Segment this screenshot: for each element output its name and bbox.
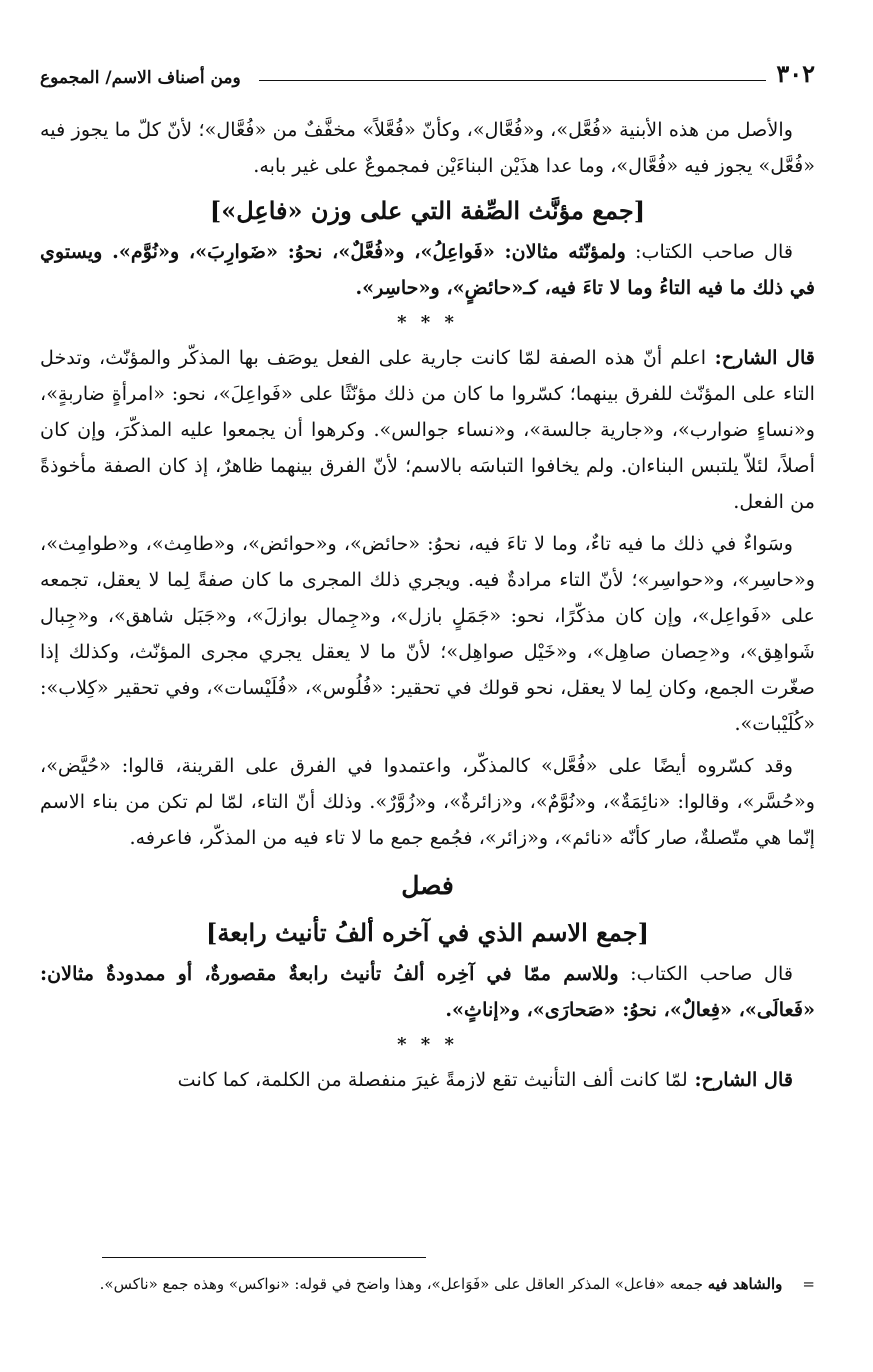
footnote-rule xyxy=(102,1257,426,1258)
paragraph-7-lead: قال الشارح: xyxy=(687,1068,793,1091)
section-heading-2: [جمع الاسم الذي في آخره ألفُ تأنيث رابعة] xyxy=(206,918,649,947)
paragraph-2-body: ولمؤنّثه مثالان: «فَواعِلُ»، و«فُعَّلٌ»، نحوُ: «ضَوارِبَ»، و«نُوَّم». ويستوي في ذلك ما فيه التاءُ وما لا تاءَ فيه، كـ«حائضٍ»، و«حاسِر». xyxy=(40,240,815,299)
footnote-text: جمعه «فاعل» المذكر العاقل على «فَوَاعل»، وهذا واضح في قوله: «نواكس» وهذه جمع «ناكس». xyxy=(99,1275,708,1293)
paragraph-6 xyxy=(40,956,815,1028)
book-page xyxy=(40,0,815,1372)
paragraph-1: والأصل من هذه الأبنية «فُعَّل»، و«فُعَّال»، وكأنّ «فُعَّلاً» مخفَّفٌ من «فُعَّال»؛ لأنّ كلّ ما يجوز فيه «فُعَّل» يجوز فيه «فُعَّال»، وما عدا هذَيْن البناءَيْن فمجموعٌ على غير بابه. xyxy=(40,118,815,177)
section-heading-1: [جمع مؤنَّث الصِّفة التي على وزن «فاعِل»] xyxy=(209,196,646,225)
section-stars-2: * * * xyxy=(397,1034,458,1055)
section-title-fasl: فصل xyxy=(401,871,454,900)
header-rule xyxy=(259,80,767,81)
paragraph-6-body: وللاسم ممّا في آخِره ألفُ تأنيث رابعةٌ مقصورةٌ، أو ممدودةٌ مثالان: «فَعالَى»، «فِعالٌ»، نحوُ: «صَحارَى»، و«إناثٍ». xyxy=(40,962,815,1021)
section-stars-1: * * * xyxy=(397,312,458,333)
footnote-lead: والشاهد فيه xyxy=(707,1275,783,1293)
page-number: ٣٠٢ xyxy=(776,59,815,88)
paragraph-3-body: اعلم أنّ هذه الصفة لمّا كانت جارية على الفعل يوصَف بها المذكّر والمؤنّث، وتدخل التاء على المؤنّث للفرق بينهما؛ كسّروا ما كان من ذلك مؤنّثًا على «فَواعِلَ»، نحو: «امرأةٍ ضاربةٍ»، و«نساءٍ ضوارب»، و«جارية جالسة»، و«نساء جوالس». وكرهوا أن يجمعوا عليه المذكّرَ، وإن كان أصلاً، لئلاّ يلتبس البناءان. ولم يخافوا التباسَه بالاسم؛ لأنّ الفرق بينهما ظاهرٌ، إذ كان الصفة مأخوذةً من الفعل. xyxy=(40,346,815,513)
paragraph-3 xyxy=(40,340,815,520)
footnote xyxy=(40,1268,815,1300)
page-header xyxy=(40,58,815,88)
paragraph-5: وقد كسّروه أيضًا على «فُعَّل» كالمذكّر، واعتمدوا في الفرق على القرينة، قالوا: «حُيَّض»، و«حُسَّر»، وقالوا: «نائِمَةٌ»، و«نُوَّمٌ»، و«زائرةٌ»، و«زُوَّرٌ». وذلك أنّ التاء، لمّا لم تكن من بناء الاسم إنّما هي متّصلةٌ، صار كأنّه «نائم»، و«زائر»، فجُمع جمع ما لا تاء فيه من المذكّر، فاعرفه. xyxy=(40,754,815,849)
paragraph-7-body: لمّا كانت ألف التأنيث تقع لازمةً غيرَ منفصلة من الكلمة، كما كانت xyxy=(177,1068,688,1091)
paragraph-7 xyxy=(40,1062,815,1098)
running-title: ومن أصناف الاسم/ المجموع xyxy=(40,68,241,88)
paragraph-4: وسَواءٌ في ذلك ما فيه تاءٌ، وما لا تاءَ فيه، نحوُ: «حائض»، و«حوائض»، و«طامِث»، و«طوامِث»، و«حاسِر»، و«حواسِر»؛ لأنّ التاء مرادةٌ فيه. ويجري ذلك المجرى ما كان صفةً لِما لا يعقل، تجمعه على «فَواعِل»، وإن كان مذكّرًا، نحو: «جَمَلٍ بازل»، و«جِمال بوازلَ»، و«جَبَل شاهق»، و«جِبال شَواهِق»، و«حِصان صاهِل»، و«خَيْل صواهِل»؛ لأنّ ما لا يعقل يجري مجرى المؤنّث، وكذلك إذا صغّرت الجمع، وكان لِما لا يعقل، نحو قولك في تحقير: «فُلُوس»، «فُلَيْسات»، وفي تحقير «كِلاب»: «كُلَيْبات». xyxy=(40,532,815,735)
footnote-marker: = xyxy=(802,1275,815,1293)
paragraph-3-lead: قال الشارح: xyxy=(706,346,815,369)
paragraph-2-lead: قال صاحب الكتاب: xyxy=(625,240,793,263)
paragraph-6-lead: قال صاحب الكتاب: xyxy=(618,962,793,985)
paragraph-2 xyxy=(40,234,815,306)
page-content xyxy=(40,112,815,1098)
